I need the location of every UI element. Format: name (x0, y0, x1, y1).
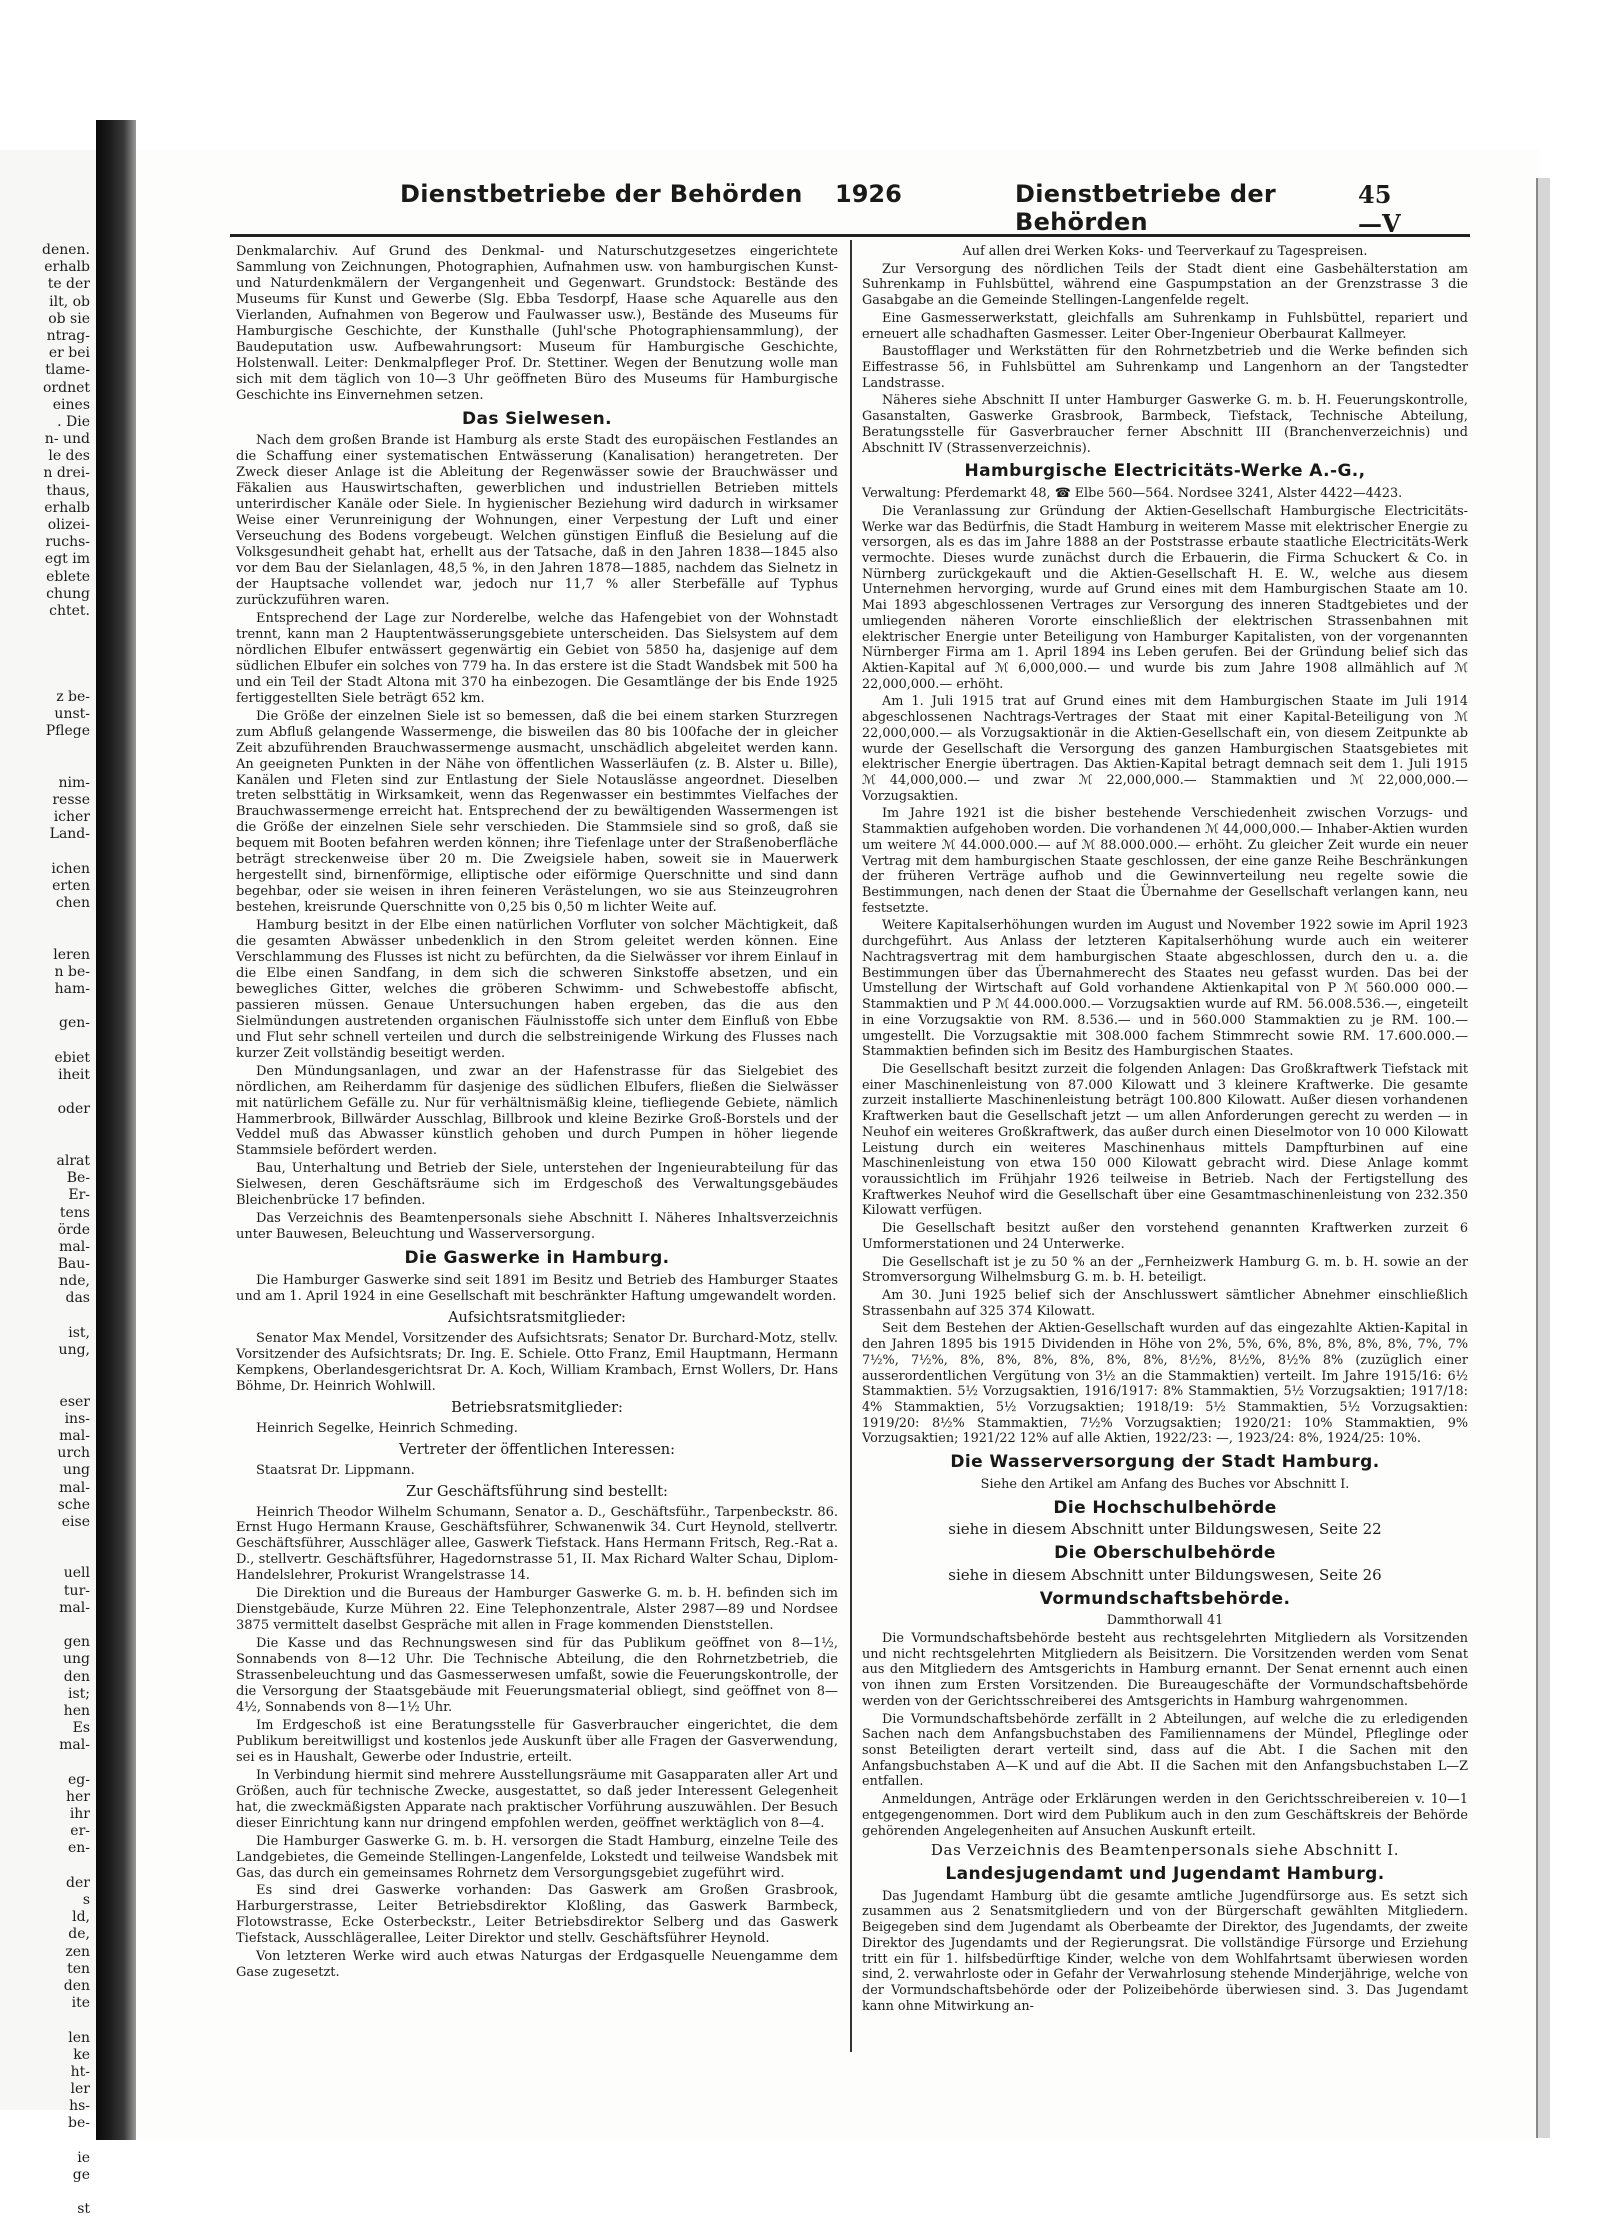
left-page-fragment-line: le des (48, 448, 90, 465)
left-page-fragment-line (0, 672, 90, 689)
gaswerke-paragraph-1: Die Hamburger Gaswerke sind seit 1891 im Besitz und Betrieb des Hamburger Staates und am 1. April 1924 in eine Gesellschaft mit beschränkter Haftung umgewandelt worden. (236, 1273, 838, 1305)
vertreter-members: Staatsrat Dr. Lippmann. (256, 1462, 415, 1478)
left-page-fragment-line: en- (67, 1840, 90, 1857)
heading-vertreter: Vertreter der öffentlichen Interessen: (398, 1441, 676, 1458)
left-page-fragment-line: Bau- (57, 1256, 90, 1273)
sielwesen-paragraph-4: Hamburg besitzt in der Elbe einen natürlichen Vorfluter von solcher Mächtigkeit, daß die gesamten Abwässer unbedenklich in den Strom geleitet werden können. Eine Verschlammung des Flusses ist nicht zu befürchten, da die Sielwässer vor ihrem Einlauf in die Elbe einen Sandfang, in dem sich die schweren Sinkstoffe absetzen, und ein bewegliches Gitter, welches die gröberen Schwimm- und Schwebestoffe abfischt, passieren müssen. Genaue Untersuchungen haben ergeben, das die aus den Sielmündungen austretenden organischen Fäulnisstoffe sich unter dem Einfluß von Ebbe und Flut sehr schnell verteilen und durch die selbstreinigende Wirkung des Flusses nach kurzer Zeit vollständig beseitigt werden. (236, 918, 838, 1061)
right-column (862, 244, 1468, 2016)
left-page-fragment-line: ichen (51, 860, 90, 877)
hochschulbehoerde-reference: siehe in diesem Abschnitt unter Bildungswesen, Seite 22 (948, 1520, 1382, 1539)
left-page-fragment-line: ie (77, 2149, 90, 2166)
heag-paragraph-9: Seit dem Bestehen der Aktien-Gesellschaft wurden auf das eingezahlte Aktien-Kapital in den Jahren 1895 bis 1915 Dividenden in Höhe von 2%, 5%, 6%, 8%, 8%, 8%, 8%, 7%, 7% 7½%, 7½%, 8%, 8%, 8%, 8%, 8%, 8%, 8½%, 8½%, 8½% 8% (zuzüglich einer ausserordentlichen Vergütung von 3½ an die Stammaktien) verteilt. Im Jahre 1915/16: 6½ Stammaktien. 5½ Vorzugsaktien, 1916/1917: 8% Stammaktien, 5½ Vorzugsaktien; 1917/18: 4% Stammaktien, 5½ Vorzugsaktien; 1918/19: 5½ Stammaktien, 5½ Vorzugsaktien: 1919/20: 8½% Stammaktien, 7½% Vorzugsaktien; 1920/21: 10% Stammaktien, 9% Vorzugsaktien; 1921/22 12% auf alle Aktien, 1922/23: —, 1923/24: 8%, 1924/25: 10%. (862, 1321, 1468, 1447)
heag-paragraph-7: Die Gesellschaft ist je zu 50 % an der „Fernheizwerk Hamburg G. m. b. H. sowie an der Stromversorgung Wilhelmsburg G. m. b. H. beteiligt. (862, 1254, 1468, 1286)
left-page-fragment-line: mal- (59, 1737, 90, 1754)
left-page-fragment-line: Be- (66, 1170, 90, 1187)
betriebsrat-members: Heinrich Segelke, Heinrich Schmeding. (256, 1420, 518, 1436)
left-page-fragment-line (0, 1617, 90, 1634)
left-page-fragment-line (0, 1548, 90, 1565)
header-left-title: Dienstbetriebe der Behörden (400, 180, 803, 208)
left-page-fragment-line: hs- (69, 2098, 90, 2115)
left-page-fragment-line: thaus, (46, 482, 90, 499)
column-divider (850, 240, 852, 2052)
left-page-fragment-line: ins- (64, 1410, 90, 1427)
left-page-fragment-line: oder (57, 1101, 90, 1118)
sielwesen-paragraph-7: Das Verzeichnis des Beamtenpersonals siehe Abschnitt I. Näheres Inhaltsverzeichnis unter Bauwesen, Beleuchtung und Wasserversorgung. (236, 1211, 838, 1243)
left-page-fragment-line: uell (63, 1565, 90, 1582)
left-page-fragment-line: st (77, 2201, 90, 2218)
left-page-fragment-line: nim- (58, 774, 90, 791)
page-number: 45—V (1358, 180, 1401, 238)
left-page-fragment-line (0, 844, 90, 861)
left-page-fragment-line: eise (61, 1513, 90, 1530)
left-page-fragment-line: len (68, 2029, 90, 2046)
left-page-fragment-line: ist, (68, 1324, 90, 1341)
left-page-fragment-line: ge (72, 2167, 90, 2183)
left-page-fragment-line: mal- (59, 1479, 90, 1496)
left-page-fragment-line (0, 1119, 90, 1136)
left-page-fragment-line (0, 2133, 90, 2150)
left-page-fragment-line (0, 1136, 90, 1153)
left-page-fragment-line: ung, (58, 1342, 90, 1358)
left-page-fragment-line: icher (53, 809, 90, 826)
left-page-text (0, 242, 90, 2219)
gaswerke-paragraph-6: Die Hamburger Gaswerke G. m. b. H. versorgen die Stadt Hamburg, einzelne Teile des Landgebietes, die Gemeinde Stellingen-Langenfelde, Lokstedt und teilweise Wandsbek mit Gas, das durch ein gemeinsames Rohrnetz dem Versorgungsgebiet zugeführt wird. (236, 1833, 838, 1881)
left-page-fragment-line: resse (52, 792, 90, 808)
left-page-fragment-line: olizei- (47, 517, 90, 533)
left-page-fragment-line: er bei (48, 345, 90, 362)
heag-paragraph-6: Die Gesellschaft besitzt außer den vorstehend genannten Kraftwerken zurzeit 6 Umformerstationen und 24 Unterwerke. (862, 1221, 1468, 1252)
sielwesen-paragraph-2: Entsprechend der Lage zur Norderelbe, welche das Hafengebiet von der Wohnstadt trennt, kann man 2 Hauptentwässerungsgebiete unterscheiden. Das Sielsystem auf dem nördlichen Elbufer entwässert gegenwärtig ein Gebiet von 5850 ha, dasjenige auf dem südlichen Elbufer ein solches von 779 ha. In das erstere ist die Stadt Wandsbek mit 500 ha und ein Teil der Stadt Altona mit 370 ha einbezogen. Die Gesamtlänge der bis Ende 1925 fertiggestellten Siele beträgt 652 km. (236, 610, 838, 706)
left-page-fragment-line (0, 1531, 90, 1548)
heading-jugendamt: Landesjugendamt und Jugendamt Hamburg. (945, 1864, 1385, 1884)
left-page-fragment-line: s (82, 1892, 90, 1908)
left-page-fragment-line: Pflege (45, 723, 90, 740)
heading-sielwesen: Das Sielwesen. (461, 408, 613, 429)
gasmesserwerkstatt-paragraph: Eine Gasmesserwerkstatt, gleichfalls am Suhrenkamp in Fuhlsbüttel, repariert und erneuert alle schadhaften Gasmesser. Leiter Ober-Ingenieur Oberbaurat Kallmeyer. (862, 310, 1468, 342)
left-page-fragment-line: das (65, 1290, 90, 1307)
wasserversorgung-reference: Siehe den Artikel am Anfang des Buches vor Abschnitt I. (980, 1476, 1350, 1492)
left-page-fragment-line: erhalb (44, 259, 90, 276)
left-page-fragment-line: chung (46, 585, 90, 602)
left-page-fragment-line (0, 758, 90, 775)
left-column (236, 244, 838, 1983)
geschaeftsfuehrung-members: Heinrich Theodor Wilhelm Schumann, Senator a. D., Geschäftsführ., Tarpenbeckstr. 86. Ernst Hugo Hermann Krause, Geschäftsführer, Schwanenwik 34. Curt Heynold, stellvertr. Geschäftsführer, Ausschläger allee, Gaswerk Tiefstack. Hans Hermann Fritsch, Reg.-Rat a. D., stellvertr. Geschäftsführer, Hagedornstrasse 51, II. Max Richard Walter Schau, Diplom-Handelslehrer, Prokurist Wrangelstrasse 14. (236, 1504, 838, 1584)
left-page-fragment-line: ob sie (48, 310, 90, 327)
left-page-fragment-line: örde (57, 1221, 90, 1238)
left-page-fragment-line: ebiet (54, 1049, 90, 1066)
left-page-fragment-line (0, 637, 90, 654)
left-page-fragment-line: gen- (59, 1015, 90, 1032)
left-page-fragment-line (0, 1308, 90, 1325)
left-page-fragment-line: Land- (49, 826, 90, 843)
left-page-fragment-line: ilt, ob (49, 293, 90, 310)
sielwesen-paragraph-6: Bau, Unterhaltung und Betrieb der Siele, unterstehen der Ingenieurabteilung für das Sielwesen, deren Geschäftsräume sich im Erdgeschoß des Verwaltungsgebäudes Bleichenbrücke 17 befinden. (236, 1161, 838, 1209)
heading-gaswerke: Die Gaswerke in Hamburg. (404, 1248, 670, 1269)
heag-paragraph-1: Die Veranlassung zur Gründung der Aktien-Gesellschaft Hamburgische Electricitäts-Werke war das Bedürfnis, die Stadt Hamburg in weiterem Masse mit elektrischer Energie zu versorgen, als es das im Jahre 1888 an der Poststrasse erbaute staatliche Electricitäts-Werk vermochte. Dieses wurde zunächst durch die Erbauerin, die Firma Schuckert & Co. in Nürnberg zurückgekauft und die Aktien-Gesellschaft H. E. W., welche aus diesem Unternehmen hervorging, wurde auf Grund eines mit dem Hamburgischen Staate am 10. Mai 1893 abgeschlossenen Vertrages zur Versorgung des inneren Stadtgebietes und der umliegenden näheren Vororte einschließlich der elektrischen Strassenbahnen mit elektrischer Energie unter Beteiligung von Hamburger Kapitalisten, von der vorgenannten Nürnberger Firma am 1. April 1894 ins Leben gerufen. Bei der Gründung belief sich das Aktien-Kapital auf ℳ 6,000,000.— und wurde bis zum Jahre 1908 allmählich auf ℳ 22,000,000.— erhöht. (862, 503, 1468, 692)
left-page-fragment-line: ler (70, 2081, 90, 2098)
heading-aufsichtsrat: Aufsichtsratsmitglieder: (448, 1310, 626, 1326)
heag-paragraph-5: Die Gesellschaft besitzt zurzeit die folgenden Anlagen: Das Großkraftwerk Tiefstack mit einer Maschinenleistung von 87.000 Kilowatt und 3 kleinere Kraftwerke. Die gesamte zurzeit installierte Maschinenleistung beträgt 100.800 Kilowatt. Außer diesen vorhandenen Kraftwerken baut die Gesellschaft jetzt — um allen Anforderungen gerecht zu werden — in Neuhof ein weiteres Großkraftwerk, das außer durch einen Dieselmotor von 10 000 Kilowatt Leistung durch ein weiteres Maschinenhaus mittels Dampfturbinen auf eine Maschinenleistung von etwa 150 000 Kilowatt gebracht wird. Diese Anlage kommt voraussichtlich im Frühjahr 1926 teilweise in Betrieb. Nach der Fertigstellung des Kraftwerkes Neuhof wird die Gesellschaft über eine Gesamtmaschinenleistung von 232.350 Kilowatt verfügen. (862, 1061, 1468, 1219)
left-page-fragment-line (0, 912, 90, 929)
left-page-fragment-line: be- (68, 2115, 90, 2132)
sielwesen-paragraph-1: Nach dem großen Brande ist Hamburg als erste Stadt des europäischen Festlandes an die Schaffung einer systematischen Entwässerung (Kanalisation) herangetreten. Der Zweck dieser Anlage ist die Ableitung der Regenwässer sowie der Brauchwässer und Fäkalien aus Hauswirtschaften, gewerblichen und industriellen Betrieben mittels unterirdischer Kanäle oder Siele. In hygienischer Beziehung wird dadurch in wirksamer Weise einer Verunreinigung der Wohnungen, einer Verpestung der Luft und einer Verseuchung des Bodens vorgebeugt. Welchen günstigen Einfluß die Besielung auf die Volksgesundheit gehabt hat, erhellt aus der Tatsache, daß in den Jahren 1838—1845 also vor dem Bau der Sielanlagen, 48,5 %, in den Jahren 1878—1885, nachdem das Sielnetz in der Hauptsache vollendet war, jedoch nur 11,7 % aller Sterbefälle auf Typhus zurückzuführen waren. (236, 433, 838, 609)
left-page-fragment-line: hen (63, 1702, 90, 1719)
left-page-fragment-line (0, 998, 90, 1015)
left-page-fragment-line (0, 620, 90, 637)
left-page-fragment-line: Es (72, 1720, 90, 1737)
heag-paragraph-4: Weitere Kapitalserhöhungen wurden im August und November 1922 sowie im April 1923 durchgeführt. Aus Anlass der letzteren Kapitalserhöhung wurde auch ein weiterer Nachtragsvertrag mit dem hamburgischen Staate abgeschlossen, durch den u. a. die Bestimmungen über das Übernahmerecht des Staates neu gefasst wurden. Das bei der Umstellung der Wirtschaft auf Gold vorhandene Aktienkapital von P ℳ 560.000 000.— Stammaktien und P ℳ 44.000.000.— Vorzugsaktien wurde auf RM. 56.008.536.—, eingeteilt in eine Vorzugsaktie von RM. 8.536.— und in 560.000 Stammaktien zu je RM. 100.— umgestellt. Die Vorzugsaktie mit 308.000 fachem Stimmrecht sowie RM. 17.600.000.— Stammaktien befinden sich im Besitz des Hamburgischen Staates. (862, 918, 1468, 1060)
left-page-fragment-line: mal- (59, 1427, 90, 1444)
left-page-fragment-line: der (66, 1874, 90, 1891)
left-page-fragment-line: sche (57, 1496, 90, 1513)
left-page-fragment-line: alrat (56, 1152, 90, 1169)
sielwesen-paragraph-5: Den Mündungsanlagen, und zwar an der Hafenstrasse für das Sielgebiet des nördlichen, am Reiherdamm für dasjenige des südlichen Elbufers, fließen die Sielwässer mit natürlichem Gefälle zu. Nur für verhältnismäßig kleine, tiefliegende Gebiete, nämlich Hammerbrook, Billwärder Ausschlag, Billbrook und kleine Bezirke Groß-Borstels und der Veddel muß das Abwasser künstlich gehoben und durch Pumpen in höher liegende Stammsiele befördert werden. (236, 1063, 838, 1159)
left-page-fragment-line: den (63, 1977, 90, 1994)
left-page-fragment-line: chtet. (49, 602, 90, 619)
left-page-fragment-line: unst- (54, 706, 90, 723)
left-page-fragment (0, 150, 96, 2218)
book-spine (96, 120, 136, 2140)
header-year: 1926 (835, 180, 902, 208)
header-rule (230, 234, 1470, 237)
gaswerke-koks-paragraph: Auf allen drei Werken Koks- und Teerverkauf zu Tagespreisen. (962, 244, 1368, 259)
left-page-fragment-line: tens (59, 1204, 90, 1221)
left-page-fragment-line (0, 930, 90, 947)
left-page-fragment-line: gen (63, 1634, 90, 1651)
gaswerke-paragraph-4: Im Erdgeschoß ist eine Beratungsstelle für Gasverbraucher eingerichtet, die dem Publikum bereitwilligst und kostenlos jede Auskunft über alle Fragen der Gasverwendung, sei es in Haushalt, Gewerbe oder Industrie, erteilt. (236, 1717, 838, 1765)
denkmalarchiv-paragraph: Denkmalarchiv. Auf Grund des Denkmal- und Naturschutzgesetzes eingerichtete Sammlung von Zeichnungen, Photographien, Aufnahmen usw. von hamburgischen Kunst- und Naturdenkmälern der Vergangenheit und Gegenwart. Grundstock: Bestände des Museums für Kunst und Gewerbe (Slg. Ebba Tesdorpf, Haase sche Aquarelle aus den Vierlanden, Aufnahmen von Begerow und Faulwasser usw.), Bestände des Museums für Hamburgische Geschichte, der Kunsthalle (Juhl'sche Photographiensammlung), der Baudeputation usw. Aufbewahrungsort: Museum für Hamburgische Geschichte, Holstenwall. Leiter: Denkmalpfleger Prof. Dr. Stettiner. Wegen der Benutzung wolle man sich mit dem täglich von 10—3 Uhr geöffneten Büro des Museums für Hamburgische Geschichte ins Einvernehmen setzen. (236, 244, 838, 403)
left-page-fragment-line: mal- (59, 1599, 90, 1616)
gaswerke-paragraph-8: Von letzteren Werke wird auch etwas Naturgas der Erdgasquelle Neuengamme dem Gase zugesetzt. (236, 1949, 838, 1981)
left-page-fragment-line: ihr (69, 1806, 90, 1823)
left-page-fragment-line: iheit (58, 1067, 90, 1083)
left-page-fragment-line: ham- (54, 981, 90, 998)
jugendamt-paragraph: Das Jugendamt Hamburg übt die gesamte amtliche Jugendfürsorge aus. Es setzt sich zusammen aus 2 Senatsmitgliedern und von der Bürgerschaft gewählten Mitgliedern. Beigegeben sind dem Jugendamt als Oberbeamte der Direktor, des Jugendamts, der zweite Direktor des Jugendamts und der Regierungsrat. Die vollständige Fürsorge und Erziehung tritt ein für 1. hilfsbedürftige Kinder, welche von dem Wohlfahrtsamt überwiesen worden sind, 2. verwahrloste oder in Gefahr der Verwahrlosung stehende Minderjährige, welche von der Vormundschaftsbehörde oder der Polizeibehörde überwiesen sind. 3. Das Jugendamt kann ohne Mitwirkung an- (862, 1888, 1468, 2014)
left-page-fragment-line: nde, (59, 1273, 90, 1290)
aufsichtsrat-members: Senator Max Mendel, Vorsitzender des Aufsichtsrats; Senator Dr. Burchard-Motz, stellv. Vorsitzender des Aufsichtsrats; Dr. Ing. E. Schiele. Otto Franz, Emil Hauptmann, Hermann Kempkens, Oberlandesgerichtsrat Dr. A. Koch, William Krambach, Ernst Wollers, Dr. Hans Böhme, Dr. Heinrich Wohlwill. (236, 1330, 838, 1394)
left-page-fragment-line: tlame- (45, 362, 90, 379)
heag-paragraph-3: Im Jahre 1921 ist die bisher bestehende Verschiedenheit zwischen Vorzugs- und Stammaktien aufgehoben worden. Die vorhandenen ℳ 44,000,000.— Inhaber-Aktien wurden um weitere ℳ 44.000.000.— auf ℳ 88.000.000.— erhöht. Zu gleicher Zeit wurde ein neuer Vertrag mit dem hamburgischen Staate geschlossen, der eine ganze Reihe Beschränkungen der früheren Verträge aufhob und die Gewinnverteilung neu regelte sowie die Bestimmungen, nach denen der Staat die Übernahme der Gesellschaft verlangen kann, neu festsetzte. (862, 806, 1468, 916)
left-page-fragment-line: ten (67, 1960, 90, 1977)
left-page-fragment-line: erten (52, 877, 90, 894)
left-page-fragment-line: te der (47, 276, 90, 293)
vormundschaftsbehoerde-address: Dammthorwall 41 (1106, 1613, 1224, 1629)
heading-electricitaetswerke: Hamburgische Electricitäts-Werke A.-G., (964, 461, 1366, 482)
heag-paragraph-2: Am 1. Juli 1915 trat auf Grund eines mit dem Hamburgischen Staate im Juli 1914 abgeschlossenen Nachtrags-Vertrages der Staat mit einer Kapital-Beteiligung von ℳ 22,000,000.— als Vorzugsaktionär in die Aktien-Gesellschaft ein, von diesem Zeitpunkte ab wurde der Gesellschaft die Versorgung des ganzen Hamburgischen Staatsgebietes mit elektrischer Energie übertragen. Das Aktien-Kapital betragt demnach seit dem 1. Juli 1915 ℳ 44,000,000.— und zwar ℳ 22,000,000.— Stammaktien und ℳ 22,000,000.— Vorzugsaktien. (862, 694, 1468, 804)
left-page-fragment-line: mal- (59, 1238, 90, 1255)
left-page-fragment-line: erhalb (44, 499, 90, 516)
heading-geschaeftsfuehrung: Zur Geschäftsführung sind bestellt: (406, 1483, 668, 1500)
left-page-fragment-line: eg- (68, 1771, 90, 1788)
left-page-fragment-line: leren (53, 946, 90, 963)
left-page-fragment-line (0, 2012, 90, 2029)
left-page-fragment-line: n be- (54, 963, 90, 980)
left-page-fragment-line (0, 1755, 90, 1772)
left-page-fragment-line: den (63, 1668, 90, 1685)
left-page-fragment-line: ordnet (42, 379, 90, 396)
heading-wasserversorgung: Die Wasserversorgung der Stadt Hamburg. (950, 1452, 1380, 1473)
heag-address: Verwaltung: Pferdemarkt 48, ☎ Elbe 560—564. Nordsee 3241, Alster 4422—4423. (862, 486, 1403, 502)
left-page-fragment-line: her (66, 1788, 90, 1805)
left-page-fragment-line (0, 1376, 90, 1393)
left-page-fragment-line (0, 1858, 90, 1875)
left-page-fragment-line: Er- (68, 1187, 90, 1204)
left-page-fragment-line: zen (65, 1943, 90, 1960)
sielwesen-paragraph-3: Die Größe der einzelnen Siele ist so bemessen, daß die bei einem starken Sturzregen zum Abfluß gelangende Wassermenge, die bisweilen das 80 bis 100fache der in gleicher Zeit abzuführenden Brauchwassermenge ausmacht, unschädlich abgeleitet werden kann. An geeigneten Punkten in der Nähe von öffentlichen Wasserläufen (z. B. Alster u. Bille), Kanälen und Fleten sind zur Entlastung der Siele Notauslässe angeordnet. Dieselben treten selbsttätig in Wirksamkeit, wenn das Regenwasser ein bestimmtes Vielfaches der Brauchwassermenge erreicht hat. Entsprechend der zu bewältigenden Wassermengen ist die Größe der einzelnen Siele sehr verschieden. Die Stammsiele sind so groß, daß sie bequem mit Booten befahren werden können; ihre Tiefenlage unter der Straßenoberfläche beträgt streckenweise über 20 m. Die Zweigsiele haben, soweit sie in Mauerwerk hergestellt sind, birnenförmige, elliptische oder eiförmige Querschnitte und sind dann begehbar, oder sie weisen in ihren feineren Verästelungen, wo sie aus Steinzeugrohren bestehen, kreisrunde Querschnitte von 0,25 bis 0,50 m lichter Weite auf. (236, 708, 838, 916)
vormundschaft-paragraph-3: Anmeldungen, Anträge oder Erklärungen werden in den Gerichtsschreibereien v. 10—1 entgegengenommen. Dort wird dem Publikum auch in den zum Geschäftskreis der Behörde gehörenden Angelegenheiten auf Ansuchen Auskunft erteilt. (862, 1792, 1468, 1839)
page-bottom (136, 2140, 1546, 2177)
gaswerke-paragraph-5: In Verbindung hiermit sind mehrere Ausstellungsräume mit Gasapparaten aller Art und Größen, auch für technische Zwecke, ausgestattet, so daß jeder Interessent Gelegenheit hat, die zweckmäßigsten Apparate nach praktischer Vorführung auszuwählen. Der Besuch dieser Einrichtung kann nur dringend empfohlen werden, geöffnet werktäglich von 8—4. (236, 1767, 838, 1831)
naeheres-paragraph: Näheres siehe Abschnitt II unter Hamburger Gaswerke G. m. b. H. Feuerungskontrolle, Gasanstalten, Gaswerke Grasbrook, Barmbeck, Tiefstack, Technische Abteilung, Beratungsstelle für Gasverbraucher ferner Abschnitt III (Branchenverzeichnis) und Abschnitt IV (Strassenverzeichnis). (862, 393, 1468, 456)
left-page-fragment-line: ht- (70, 2063, 90, 2080)
left-page-fragment-line: er- (70, 1823, 90, 1840)
gaswerke-paragraph-7: Es sind drei Gaswerke vorhanden: Das Gaswerk am Großen Grasbrook, Harburgerstrasse, Leiter Betriebsdirektor Kloßling, das Gaswerk Barmbeck, Flotowstrasse, Ecke Osterbeckstr., Leiter Betriebsdirektor Selberg und das Gaswerk Tiefstack, Ausschlägerallee, Leiter Direktor und stellv. Geschäftsführer Heynold. (236, 1883, 838, 1947)
left-page-fragment-line: n- und (44, 431, 90, 448)
left-page-fragment-line: ntrag- (46, 327, 90, 344)
left-page-fragment-line: ist; (67, 1685, 90, 1702)
left-page-fragment-line: denen. (41, 242, 90, 258)
heading-oberschulbehoerde: Die Oberschulbehörde (1054, 1543, 1276, 1564)
left-page-fragment-line: urch (57, 1445, 90, 1462)
vormundschaft-paragraph-1: Die Vormundschaftsbehörde besteht aus rechtsgelehrten Mitgliedern als Vorsitzenden und nicht rechtsgelehrten Mitgliedern als Beisitzern. Die Vorsitzenden werden vom Senat aus den Mitgliedern des Amtsgerichts in Hamburg ernannt. Der Senat ernennt auch einen von ihnen zum Ersten Vorsitzenden. Die Bureaugeschäfte der Vormundschaftsbehörde werden von der Gerichtsschreiberei des Amtsgerichts in Hamburg wahrgenommen. (862, 1630, 1468, 1709)
left-page-fragment-line: eines (52, 396, 90, 413)
left-page-fragment-line: n drei- (43, 465, 90, 482)
running-header (260, 180, 1410, 238)
page-edge (1536, 178, 1550, 2138)
left-page-fragment-line: de, (68, 1926, 90, 1943)
left-page-fragment-line (0, 655, 90, 672)
vormundschaft-paragraph-4: Das Verzeichnis des Beamtenpersonals siehe Abschnitt I. (930, 1841, 1400, 1860)
gaswerke-paragraph-3: Die Kasse und das Rechnungswesen sind für das Publikum geöffnet von 8—1½, Sonnabends von 8—12 Uhr. Die Technische Abteilung, die den Rohrnetzbetrieb, die Strassenbeleuchtung und das Gasmesserwesen umfaßt, sowie die Feuerungskontrolle, der die Versorgung der Staatsgebäude mit Feuerungsmaterial obliegt, sind geöffnet von 8—4½, Sonnabends von 8—1½ Uhr. (236, 1636, 838, 1715)
left-page-fragment-line: z be- (56, 688, 90, 705)
left-page-fragment-line: ld, (72, 1909, 90, 1926)
baustofflager-paragraph: Baustofflager und Werkstätten für den Rohrnetzbetrieb und die Werke befinden sich Eiffestrasse 56, in Fuhlsbüttel am Suhrenkamp und Langenhorn an der Tangstedter Landstrasse. (862, 344, 1468, 391)
heading-vormundschaftsbehoerde: Vormundschaftsbehörde. (1039, 1588, 1291, 1609)
left-page-fragment-line: chen (55, 895, 90, 912)
left-page-fragment-line: egt im (44, 551, 90, 568)
heading-betriebsrat: Betriebsratsmitglieder: (451, 1399, 623, 1416)
left-page-fragment-line (0, 740, 90, 757)
left-page-fragment-line: tur- (63, 1582, 90, 1599)
heag-paragraph-8: Am 30. Juni 1925 belief sich der Anschlusswert sämtlicher Abnehmer einschließlich Strassenbahn auf 325 374 Kilowatt. (862, 1288, 1468, 1319)
left-page-fragment-line: ung (63, 1462, 90, 1479)
left-page-fragment-line: ke (73, 2046, 90, 2063)
left-page-fragment-line: eblete (46, 568, 90, 585)
left-page-fragment-line (0, 1084, 90, 1101)
left-page-fragment-line: . Die (57, 413, 90, 430)
left-page-fragment-line (0, 1359, 90, 1376)
heading-hochschulbehoerde: Die Hochschulbehörde (1053, 1497, 1277, 1518)
left-page-fragment-line: ite (71, 1995, 90, 2012)
left-page-fragment-line: ung (63, 1651, 90, 1668)
left-page-fragment-line (0, 2184, 90, 2201)
left-page-fragment-line (0, 1033, 90, 1050)
gaswerke-versorgung-paragraph: Zur Versorgung des nördlichen Teils der Stadt dient eine Gasbehälterstation am Suhrenkamp in Fuhlsbüttel, während eine Gaspumpstation an der Grenzstrasse 3 die Gasabgabe an die Gemeinde Stellingen-Langenfelde regelt. (862, 261, 1468, 309)
left-page-fragment-line: ruchs- (45, 534, 90, 551)
gaswerke-paragraph-2: Die Direktion und die Bureaus der Hamburger Gaswerke G. m. b. H. befinden sich im Dienstgebäude, Kurze Mühren 22. Eine Telephonzentrale, Alster 2987—89 und Nordsee 3875 vermittelt daselbst Gespräche mit allen in Frage kommenden Dienststellen. (236, 1586, 838, 1634)
header-right-title: Dienstbetriebe der Behörden (1015, 180, 1277, 236)
vormundschaft-paragraph-2: Die Vormundschaftsbehörde zerfällt in 2 Abteilungen, auf welche die zu erledigenden Sachen nach dem Anfangsbuchstaben des Familiennamens der Mündel, Pfleglinge oder sonst Beteiligten derart verteilt sind, dass auf die Abt. I die Sachen mit den Anfangsbuchstaben A—K und auf die Abt. II die Sachen mit den Anfangsbuchstaben L—Z entfallen. (862, 1711, 1468, 1790)
oberschulbehoerde-reference: siehe in diesem Abschnitt unter Bildungswesen, Seite 26 (948, 1565, 1382, 1584)
left-page-fragment-line: eser (59, 1393, 90, 1410)
